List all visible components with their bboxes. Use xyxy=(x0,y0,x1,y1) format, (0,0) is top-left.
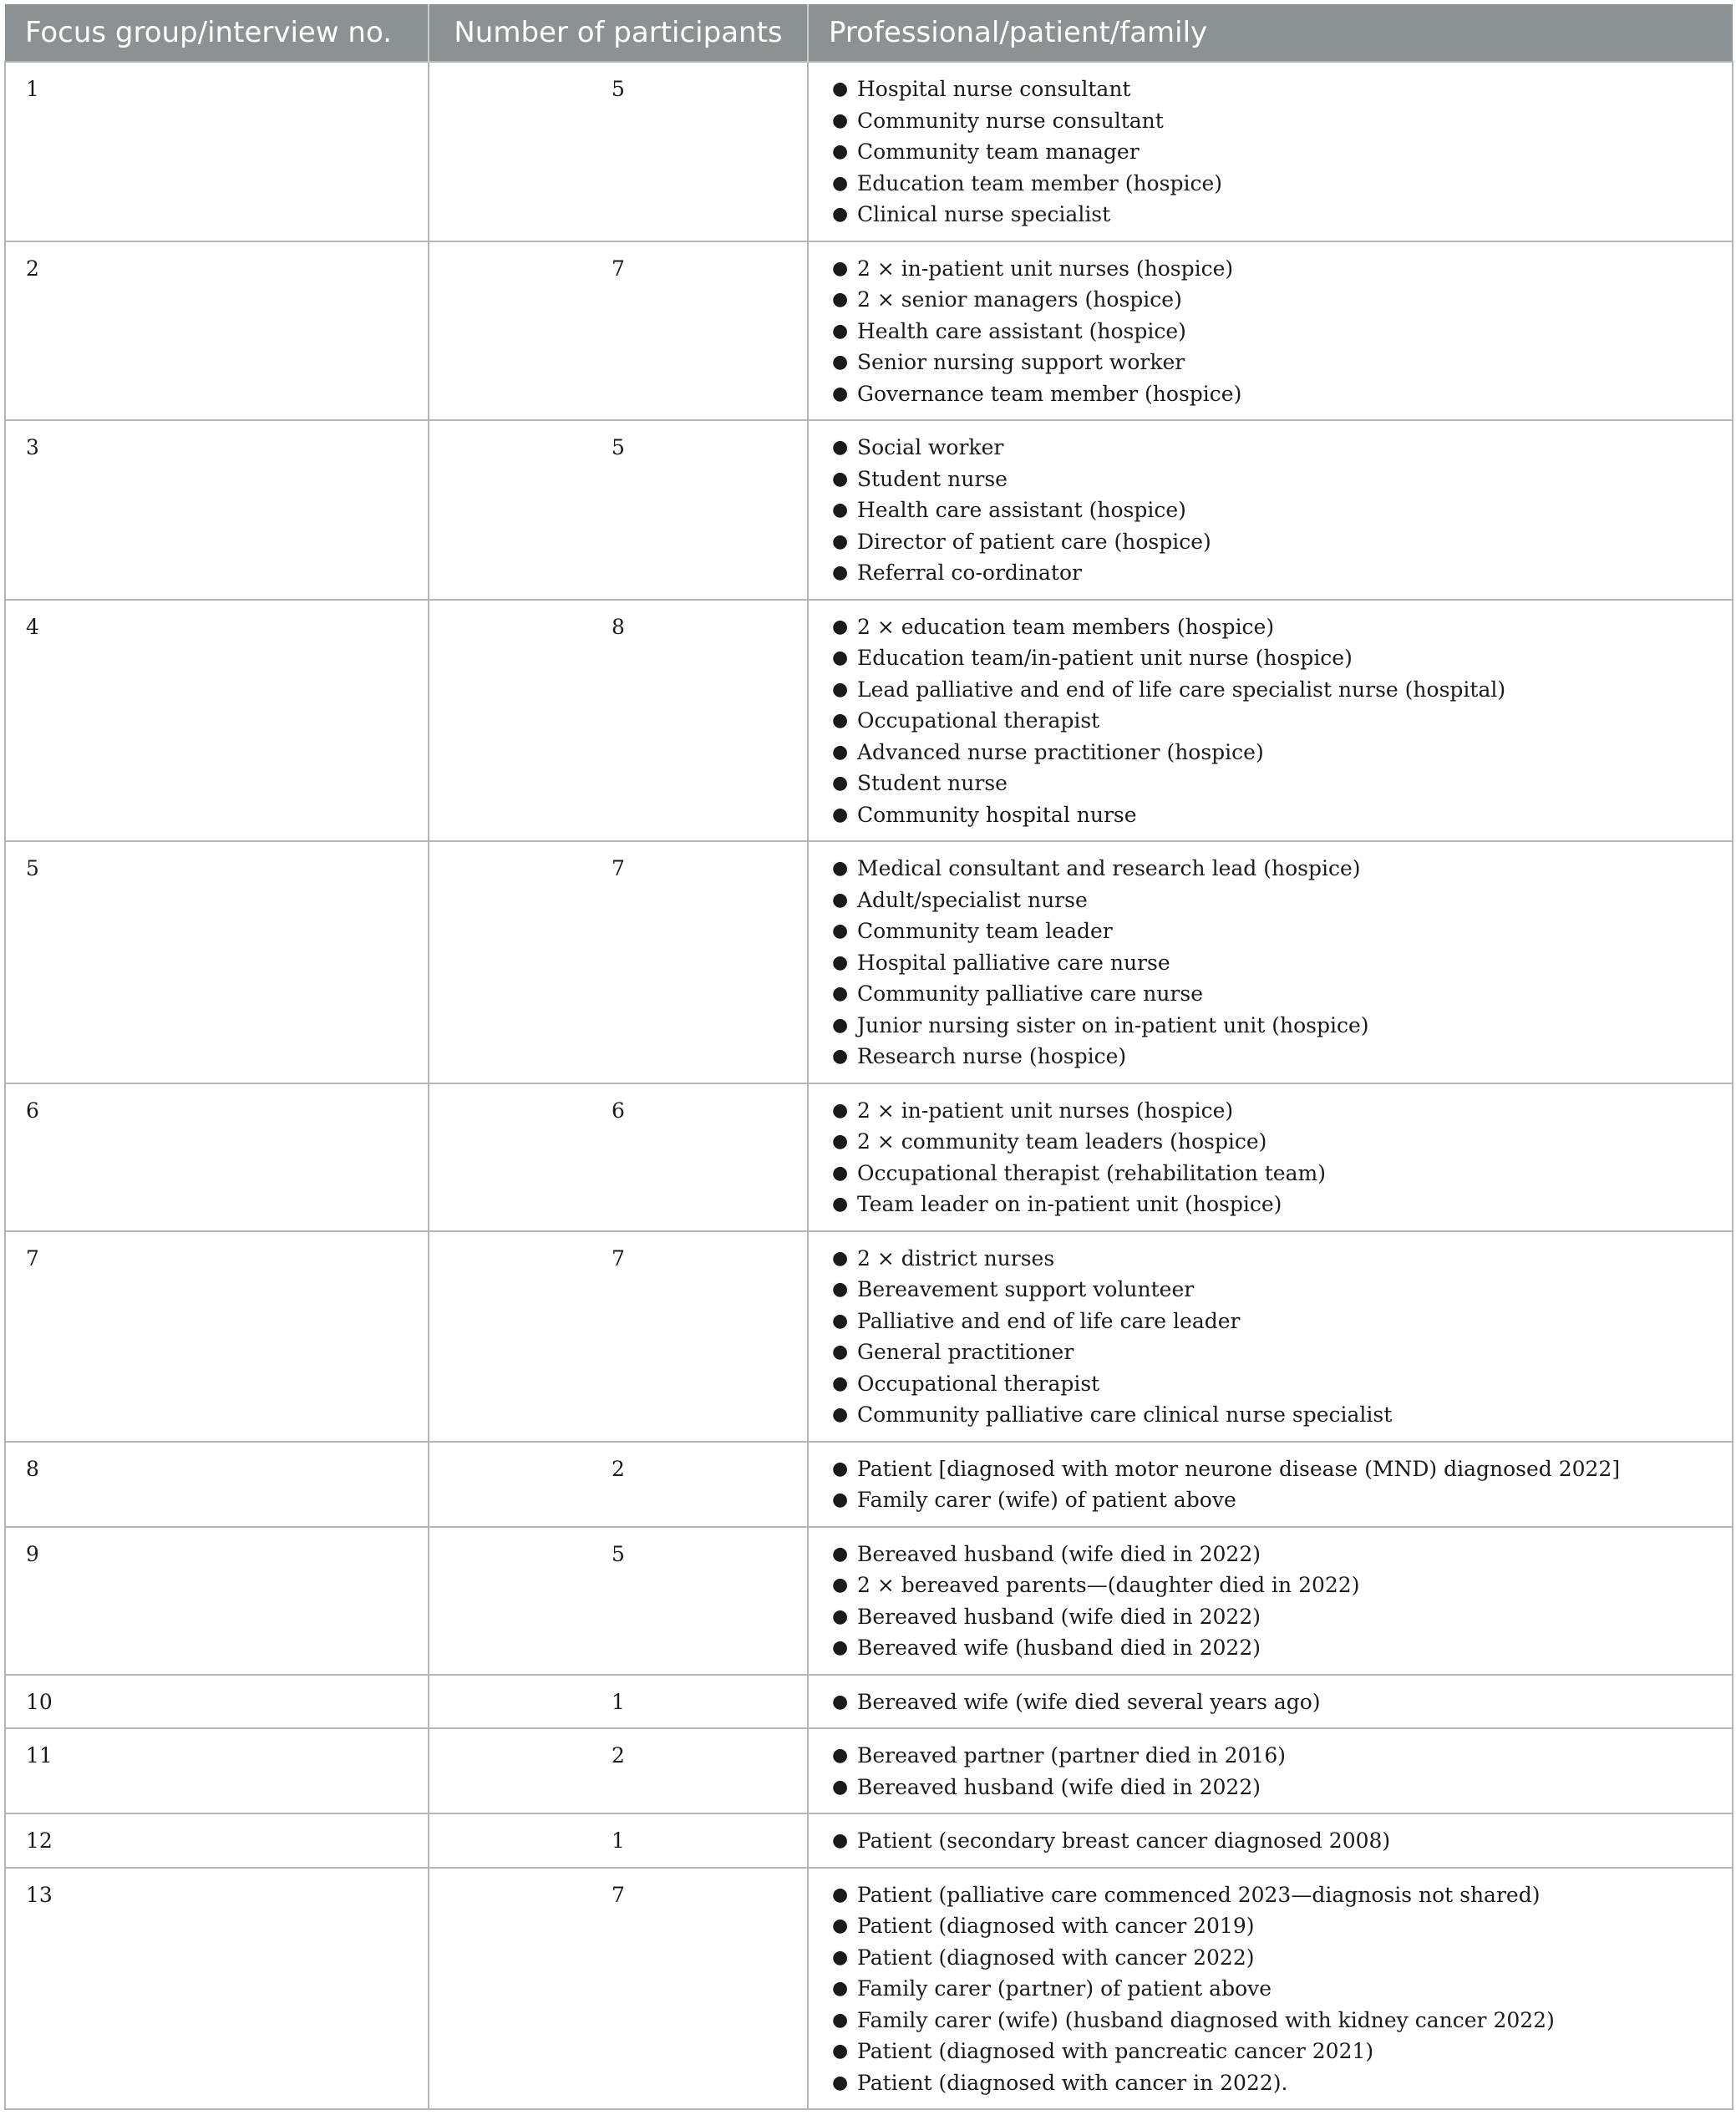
cell-group-number: 12 xyxy=(5,1813,429,1868)
list-item xyxy=(829,495,1712,526)
bullet-icon: ● xyxy=(832,383,849,404)
bullet-icon: ● xyxy=(832,1247,849,1269)
list-item-text: Bereavement support volunteer xyxy=(857,1277,1195,1301)
cell-participant-list xyxy=(808,420,1733,600)
list-item-text: Palliative and end of life care leader xyxy=(857,1308,1241,1333)
bullet-icon: ● xyxy=(832,1637,849,1658)
list-item xyxy=(829,1686,1712,1718)
table-row xyxy=(5,241,1733,421)
bullet-icon: ● xyxy=(832,616,849,637)
cell-participant-list xyxy=(808,1442,1733,1527)
list-item-text: Community team leader xyxy=(857,919,1113,943)
list-item-text: Patient (palliative care commenced 2023—diagnosis not shared) xyxy=(857,1882,1541,1907)
list-item xyxy=(829,1274,1712,1306)
list-item-text: Community hospital nurse xyxy=(857,802,1137,827)
participant-list xyxy=(829,1686,1712,1718)
list-item xyxy=(829,557,1712,589)
list-item xyxy=(829,136,1712,168)
bullet-icon: ● xyxy=(832,437,849,458)
participant-list xyxy=(829,1539,1712,1664)
list-item-text: Patient [diagnosed with motor neurone disease (MND) diagnosed 2022] xyxy=(857,1456,1621,1481)
bullet-icon: ● xyxy=(832,889,849,910)
bullet-icon: ● xyxy=(832,500,849,520)
cell-participant-list xyxy=(808,1813,1733,1868)
list-item-text: 2 × education team members (hospice) xyxy=(857,614,1275,639)
bullet-icon: ● xyxy=(832,1131,849,1152)
list-item-text: Team leader on in-patient unit (hospice) xyxy=(857,1192,1282,1216)
cell-participant-count: 7 xyxy=(429,841,808,1083)
list-item xyxy=(829,674,1712,706)
bullet-icon: ● xyxy=(832,1404,849,1425)
list-item-text: Community team manager xyxy=(857,139,1140,164)
cell-participant-count: 6 xyxy=(429,1083,808,1231)
table-row xyxy=(5,420,1733,600)
list-item-text: Bereaved husband (wife died in 2022) xyxy=(857,1541,1261,1566)
bullet-icon: ● xyxy=(832,1915,849,1936)
participant-list xyxy=(829,611,1712,831)
list-item-text: Health care assistant (hospice) xyxy=(857,318,1186,343)
list-item xyxy=(829,1189,1712,1220)
bullet-icon: ● xyxy=(832,1489,849,1510)
list-item xyxy=(829,1306,1712,1337)
cell-participant-list xyxy=(808,1728,1733,1813)
cell-group-number: 11 xyxy=(5,1728,429,1813)
list-item xyxy=(829,1336,1712,1368)
cell-group-number: 10 xyxy=(5,1675,429,1729)
list-item-text: Referral co-ordinator xyxy=(857,560,1082,585)
list-item xyxy=(829,915,1712,947)
list-item xyxy=(829,1570,1712,1601)
cell-group-number: 9 xyxy=(5,1527,429,1675)
list-item-text: Lead palliative and end of life care specialist nurse (hospital) xyxy=(857,677,1506,702)
bullet-icon: ● xyxy=(832,1372,849,1394)
participant-list xyxy=(829,1740,1712,1803)
list-item xyxy=(829,1243,1712,1275)
list-item-text: Hospital nurse consultant xyxy=(857,77,1131,101)
list-item-text: Education team member (hospice) xyxy=(857,170,1222,195)
list-item xyxy=(829,611,1712,643)
participants-table xyxy=(4,4,1733,2110)
participant-list xyxy=(829,1825,1712,1857)
cell-participant-count: 5 xyxy=(429,1527,808,1675)
cell-participant-count: 7 xyxy=(429,1868,808,2110)
list-item xyxy=(829,853,1712,885)
table-row xyxy=(5,600,1733,842)
list-item-text: Family carer (partner) of patient above xyxy=(857,1976,1272,2001)
cell-group-number: 8 xyxy=(5,1442,429,1527)
cell-group-number: 2 xyxy=(5,241,429,421)
list-item xyxy=(829,642,1712,674)
bullet-icon: ● xyxy=(832,1605,849,1627)
bullet-icon: ● xyxy=(832,951,849,973)
bullet-icon: ● xyxy=(832,678,849,700)
cell-participant-list xyxy=(808,1527,1733,1675)
bullet-icon: ● xyxy=(832,647,849,668)
cell-participant-count: 5 xyxy=(429,420,808,600)
list-item xyxy=(829,1772,1712,1803)
list-item-text: Education team/in-patient unit nurse (hospice) xyxy=(857,646,1353,670)
bullet-icon: ● xyxy=(832,804,849,825)
cell-participant-list xyxy=(808,1231,1733,1442)
list-item xyxy=(829,316,1712,347)
bullet-icon: ● xyxy=(832,204,849,225)
list-item xyxy=(829,432,1712,464)
list-item-text: 2 × district nurses xyxy=(857,1245,1055,1271)
list-item-text: Student nurse xyxy=(857,466,1008,491)
bullet-icon: ● xyxy=(832,172,849,194)
list-item-text: 2 × community team leaders (hospice) xyxy=(857,1129,1267,1154)
list-item xyxy=(829,1041,1712,1073)
bullet-icon: ● xyxy=(832,1014,849,1036)
list-item xyxy=(829,1095,1712,1127)
cell-group-number: 3 xyxy=(5,420,429,600)
table-body xyxy=(5,62,1733,2109)
bullet-icon: ● xyxy=(832,921,849,941)
cell-group-number: 7 xyxy=(5,1231,429,1442)
bullet-icon: ● xyxy=(832,1458,849,1479)
list-item-text: Student nurse xyxy=(857,771,1008,795)
cell-participant-count: 1 xyxy=(429,1675,808,1729)
cell-participant-count: 7 xyxy=(429,1231,808,1442)
bullet-icon: ● xyxy=(832,1776,849,1798)
list-item xyxy=(829,1453,1712,1485)
table-row xyxy=(5,62,1733,241)
list-item-text: Adult/specialist nurse xyxy=(857,887,1088,912)
bullet-icon: ● xyxy=(832,1342,849,1362)
list-item xyxy=(829,1368,1712,1400)
bullet-icon: ● xyxy=(832,79,849,99)
list-item xyxy=(829,2036,1712,2067)
bullet-icon: ● xyxy=(832,320,849,342)
list-item xyxy=(829,705,1712,737)
list-item xyxy=(829,1399,1712,1431)
list-item xyxy=(829,284,1712,316)
header-row xyxy=(5,4,1733,62)
bullet-icon: ● xyxy=(832,2072,849,2093)
list-item-text: Social worker xyxy=(857,435,1004,459)
bullet-icon: ● xyxy=(832,710,849,731)
list-item-text: Community palliative care nurse xyxy=(857,981,1203,1006)
bullet-icon: ● xyxy=(832,773,849,794)
list-item xyxy=(829,1601,1712,1633)
list-item-text: Bereaved wife (husband died in 2022) xyxy=(857,1636,1261,1660)
list-item xyxy=(829,253,1712,285)
list-item-text: Governance team member (hospice) xyxy=(857,381,1242,406)
list-item xyxy=(829,1942,1712,1974)
table-row xyxy=(5,1675,1733,1729)
list-item xyxy=(829,105,1712,137)
list-item-text: Patient (diagnosed with cancer in 2022). xyxy=(857,2070,1288,2095)
bullet-icon: ● xyxy=(832,1946,849,1968)
list-item xyxy=(829,199,1712,231)
bullet-icon: ● xyxy=(832,1310,849,1331)
list-item-text: Occupational therapist xyxy=(857,708,1100,733)
list-item-text: Senior nursing support worker xyxy=(857,350,1185,374)
list-item-text: Occupational therapist xyxy=(857,1371,1100,1396)
cell-participant-list xyxy=(808,62,1733,241)
list-item xyxy=(829,1158,1712,1189)
participant-list xyxy=(829,1243,1712,1431)
bullet-icon: ● xyxy=(832,109,849,131)
bullet-icon: ● xyxy=(832,289,849,310)
cell-participant-list xyxy=(808,600,1733,842)
table-row xyxy=(5,841,1733,1083)
list-item-text: 2 × in-patient unit nurses (hospice) xyxy=(857,1098,1234,1123)
bullet-icon: ● xyxy=(832,1046,849,1067)
list-item-text: Health care assistant (hospice) xyxy=(857,498,1186,522)
bullet-icon: ● xyxy=(832,1099,849,1121)
list-item xyxy=(829,2005,1712,2036)
list-item xyxy=(829,1484,1712,1516)
list-item-text: Junior nursing sister on in-patient unit (hospice) xyxy=(857,1012,1369,1037)
list-item-text: Occupational therapist (rehabilitation team) xyxy=(857,1160,1326,1185)
participant-list xyxy=(829,432,1712,589)
bullet-icon: ● xyxy=(832,141,849,162)
list-item xyxy=(829,1910,1712,1942)
cell-group-number: 5 xyxy=(5,841,429,1083)
bullet-icon: ● xyxy=(832,741,849,763)
list-item-text: 2 × senior managers (hospice) xyxy=(857,287,1182,312)
list-item-text: Family carer (wife) (husband diagnosed with kidney cancer 2022) xyxy=(857,2007,1555,2032)
bullet-icon: ● xyxy=(832,1194,849,1215)
bullet-icon: ● xyxy=(832,2041,849,2062)
cell-participant-count: 1 xyxy=(429,1813,808,1868)
cell-participant-count: 2 xyxy=(429,1728,808,1813)
list-item xyxy=(829,1825,1712,1857)
list-item-text: Bereaved husband (wife died in 2022) xyxy=(857,1774,1261,1799)
cell-participant-list xyxy=(808,1083,1733,1231)
list-item-text: Bereaved wife (wife died several years ago) xyxy=(857,1689,1321,1714)
cell-group-number: 13 xyxy=(5,1868,429,2110)
list-item-text: Community nurse consultant xyxy=(857,108,1164,133)
list-item xyxy=(829,1879,1712,1911)
cell-participant-count: 2 xyxy=(429,1442,808,1527)
table-row xyxy=(5,1527,1733,1675)
list-item-text: Director of patient care (hospice) xyxy=(857,529,1211,554)
list-item-text: Bereaved husband (wife died in 2022) xyxy=(857,1604,1261,1629)
list-item xyxy=(829,74,1712,105)
header-focus-group-no: Focus group/interview no. xyxy=(5,4,429,62)
list-item xyxy=(829,1126,1712,1158)
table-row xyxy=(5,1728,1733,1813)
list-item xyxy=(829,1539,1712,1570)
bullet-icon: ● xyxy=(832,1691,849,1712)
participant-list xyxy=(829,74,1712,231)
participant-list xyxy=(829,1879,1712,2099)
participant-list xyxy=(829,1095,1712,1220)
list-item xyxy=(829,885,1712,916)
list-item-text: Patient (secondary breast cancer diagnosed 2008) xyxy=(857,1828,1391,1853)
table-header xyxy=(5,4,1733,62)
cell-group-number: 6 xyxy=(5,1083,429,1231)
list-item-text: Clinical nurse specialist xyxy=(857,202,1111,226)
cell-group-number: 4 xyxy=(5,600,429,842)
table-row xyxy=(5,1083,1733,1231)
list-item-text: Research nurse (hospice) xyxy=(857,1044,1127,1068)
table-row xyxy=(5,1868,1733,2110)
list-item xyxy=(829,1010,1712,1042)
table-row xyxy=(5,1442,1733,1527)
list-item-text: Medical consultant and research lead (hospice) xyxy=(857,856,1361,880)
list-item-text: Patient (diagnosed with pancreatic cancer 2021) xyxy=(857,2039,1374,2063)
list-item xyxy=(829,1740,1712,1772)
list-item xyxy=(829,168,1712,200)
bullet-icon: ● xyxy=(832,1745,849,1766)
bullet-icon: ● xyxy=(832,352,849,373)
cell-participant-list xyxy=(808,1675,1733,1729)
list-item xyxy=(829,947,1712,979)
list-item xyxy=(829,526,1712,558)
list-item xyxy=(829,737,1712,768)
cell-participant-list xyxy=(808,241,1733,421)
cell-participant-list xyxy=(808,841,1733,1083)
participant-list xyxy=(829,253,1712,410)
bullet-icon: ● xyxy=(832,1279,849,1300)
bullet-icon: ● xyxy=(832,1978,849,1999)
cell-group-number: 1 xyxy=(5,62,429,241)
participant-list xyxy=(829,853,1712,1073)
cell-participant-count: 8 xyxy=(429,600,808,842)
bullet-icon: ● xyxy=(832,1575,849,1595)
bullet-icon: ● xyxy=(832,858,849,879)
header-professional-patient-family: Professional/patient/family xyxy=(808,4,1733,62)
list-item-text: General practitioner xyxy=(857,1340,1074,1364)
list-item xyxy=(829,768,1712,799)
cell-participant-count: 7 xyxy=(429,241,808,421)
list-item xyxy=(829,464,1712,495)
table-row xyxy=(5,1813,1733,1868)
bullet-icon: ● xyxy=(832,468,849,489)
bullet-icon: ● xyxy=(832,983,849,1004)
list-item-text: Hospital palliative care nurse xyxy=(857,950,1170,975)
header-number-of-participants: Number of participants xyxy=(429,4,808,62)
table-row xyxy=(5,1231,1733,1442)
list-item xyxy=(829,2067,1712,2099)
list-item-text: Bereaved partner (partner died in 2016) xyxy=(857,1743,1287,1768)
bullet-icon: ● xyxy=(832,1884,849,1905)
list-item xyxy=(829,378,1712,410)
list-item xyxy=(829,1632,1712,1664)
list-item-text: 2 × in-patient unit nurses (hospice) xyxy=(857,256,1234,281)
bullet-icon: ● xyxy=(832,530,849,552)
list-item xyxy=(829,978,1712,1010)
bullet-icon: ● xyxy=(832,1162,849,1184)
bullet-icon: ● xyxy=(832,562,849,583)
bullet-icon: ● xyxy=(832,1543,849,1565)
list-item-text: 2 × bereaved parents—(daughter died in 2022) xyxy=(857,1573,1360,1597)
bullet-icon: ● xyxy=(832,1830,849,1851)
cell-participant-count: 5 xyxy=(429,62,808,241)
bullet-icon: ● xyxy=(832,257,849,279)
list-item xyxy=(829,799,1712,831)
list-item-text: Patient (diagnosed with cancer 2019) xyxy=(857,1914,1255,1938)
list-item xyxy=(829,347,1712,378)
list-item-text: Advanced nurse practitioner (hospice) xyxy=(857,739,1264,764)
list-item xyxy=(829,1973,1712,2005)
list-item-text: Patient (diagnosed with cancer 2022) xyxy=(857,1945,1255,1970)
cell-participant-list xyxy=(808,1868,1733,2110)
bullet-icon: ● xyxy=(832,2009,849,2031)
participant-list xyxy=(829,1453,1712,1516)
list-item-text: Family carer (wife) of patient above xyxy=(857,1488,1236,1512)
list-item-text: Community palliative care clinical nurse specialist xyxy=(857,1402,1393,1427)
